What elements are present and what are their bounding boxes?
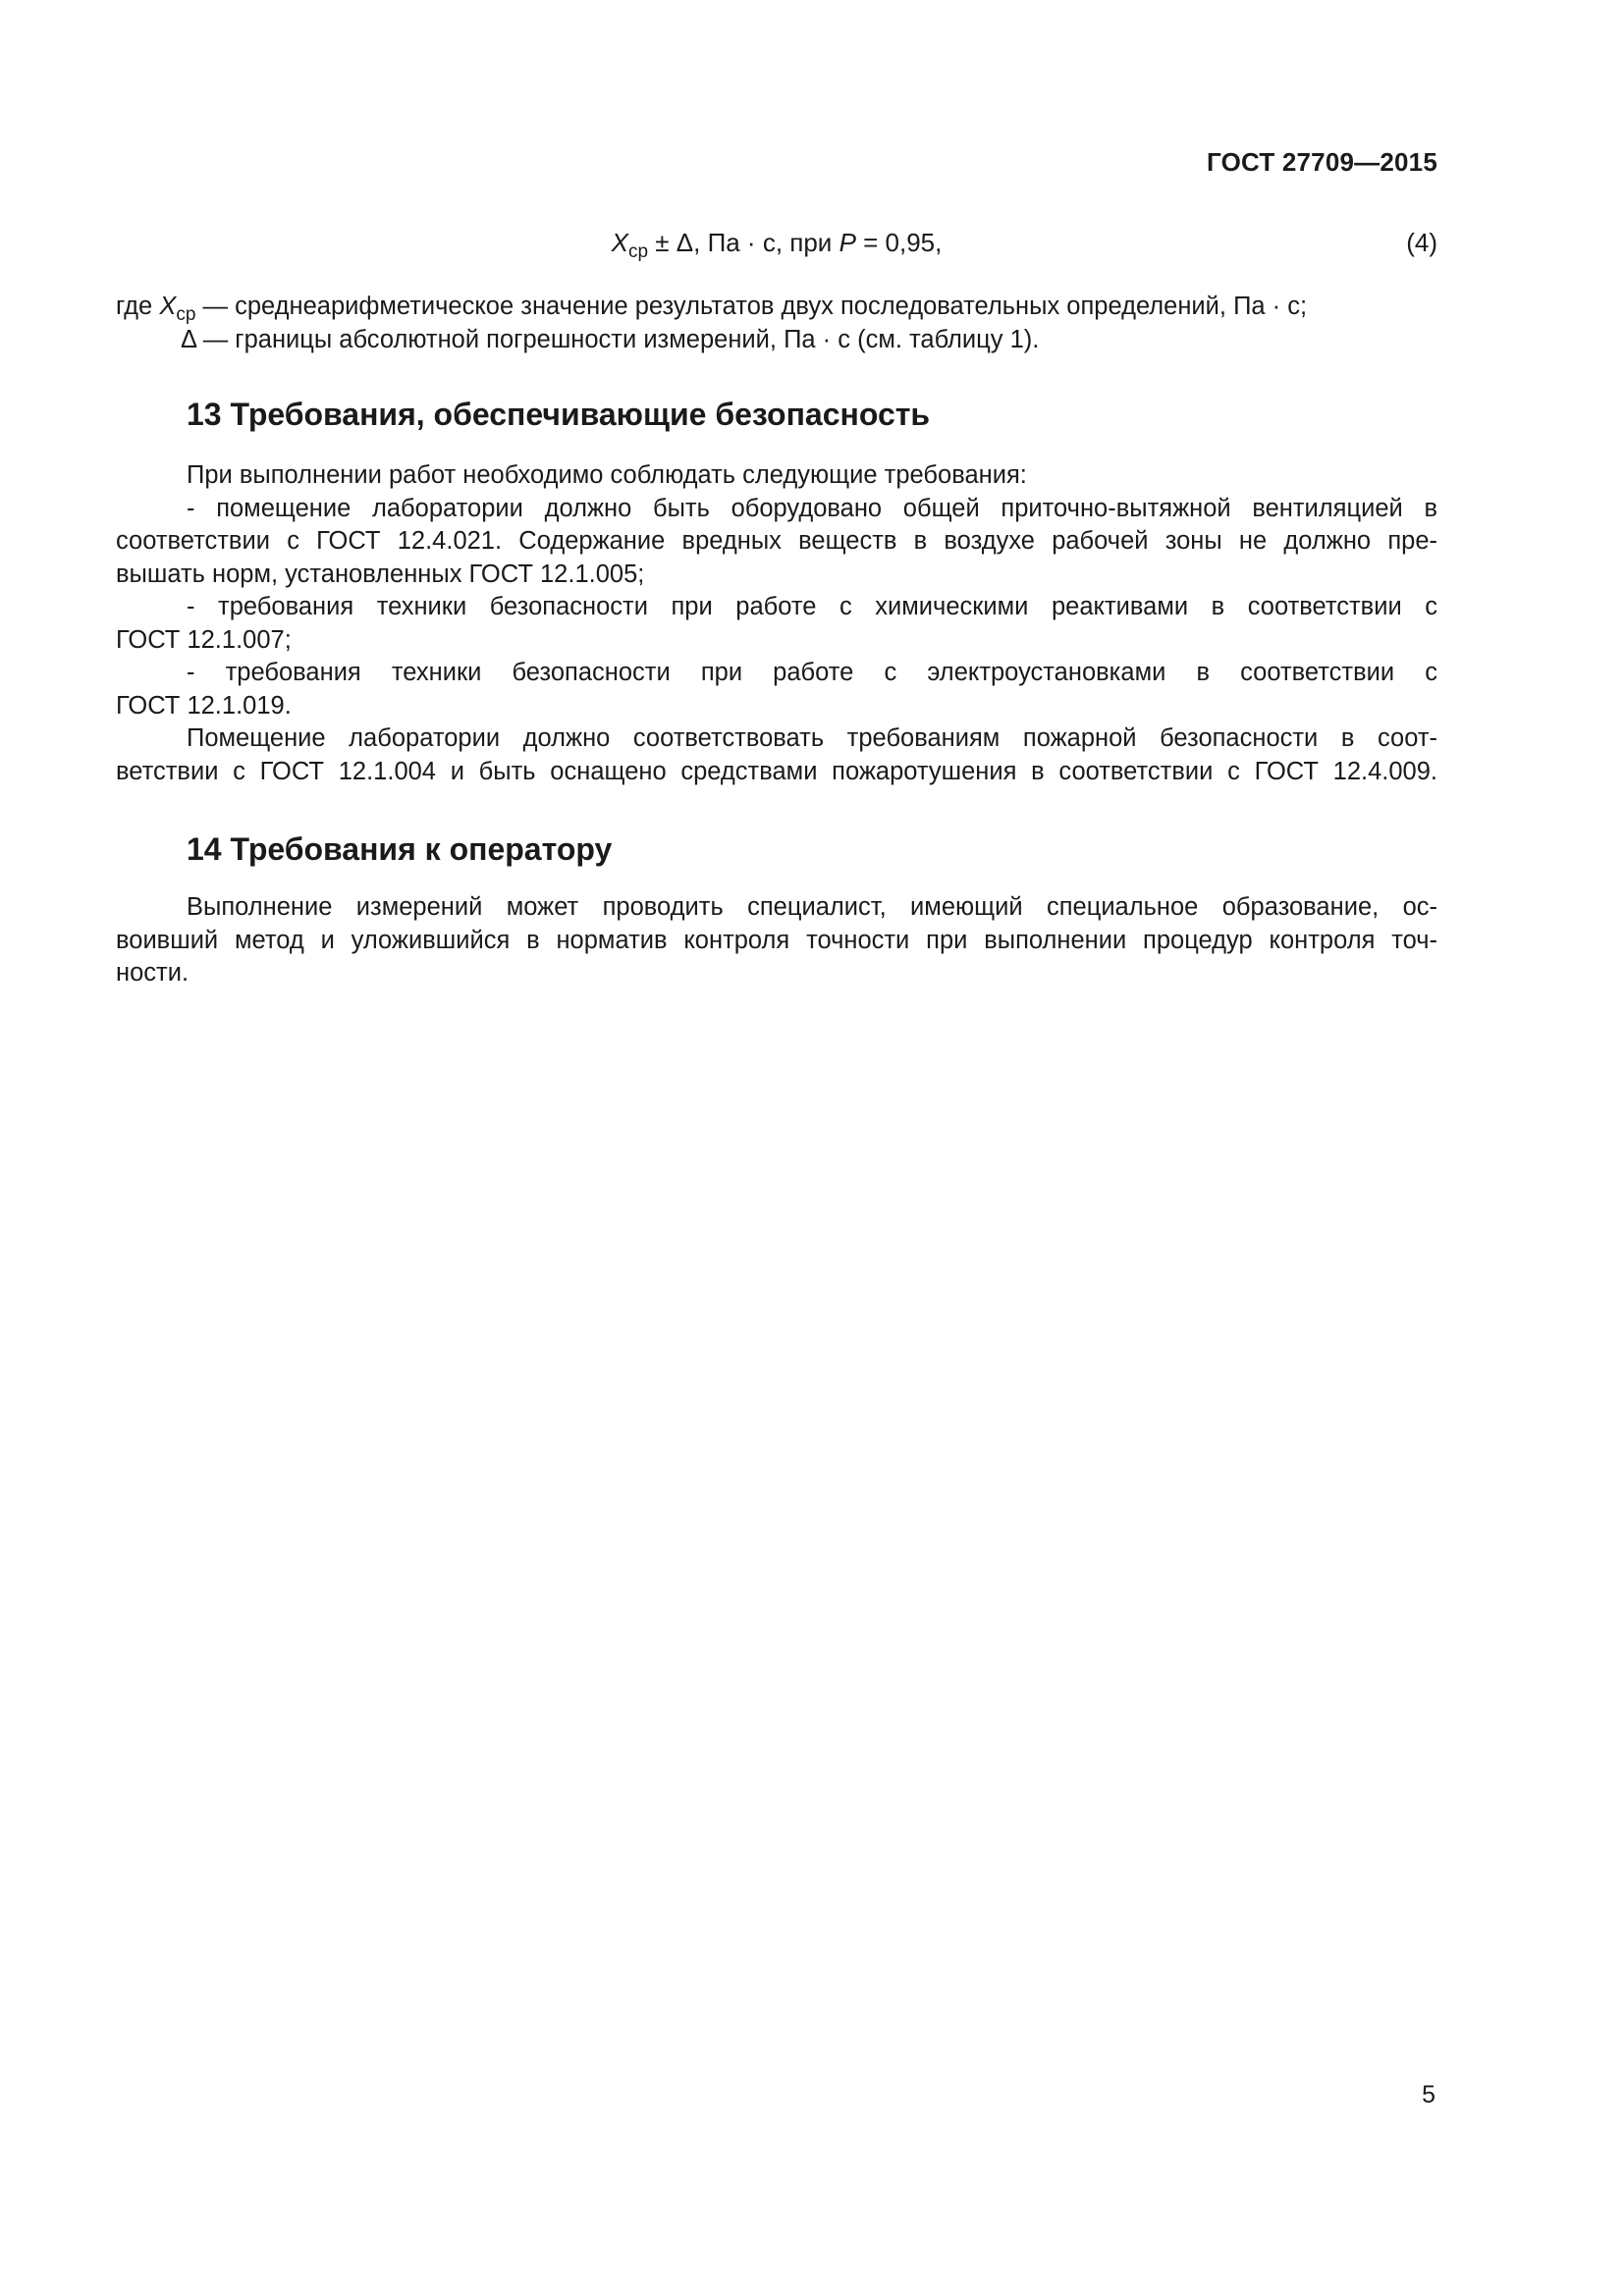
section-13-body	[116, 459, 1437, 788]
section-13-line: ГОСТ 12.1.019.	[116, 691, 292, 720]
formula-expression	[116, 228, 1437, 262]
where-x-variable: X	[159, 293, 177, 320]
section-13-line: вышать норм, установленных ГОСТ 12.1.005;	[116, 560, 645, 588]
where-x-subscript: ср	[176, 304, 196, 325]
section-13-line: - требования техники безопасности при работе с электроустановками в соответствии с	[187, 659, 1437, 686]
section-13-line: - требования техники безопасности при работе с химическими реактивами в соответствии с	[187, 593, 1437, 620]
section-13-line: ветствии с ГОСТ 12.1.004 и быть оснащено средствами пожаротушения в соответствии с ГОСТ 12.4.009.	[116, 757, 1437, 785]
section-14-line: ности.	[116, 959, 189, 987]
formula-variable-subscript: ср	[627, 241, 649, 262]
formula-explanation	[116, 291, 1437, 356]
page-number: 5	[1422, 2081, 1435, 2109]
section-13-line: ГОСТ 12.1.007;	[116, 625, 292, 654]
formula-4	[116, 228, 1437, 267]
where-x-description: — среднеарифметическое значение результатов двух последовательных определений, Па · с;	[195, 293, 1308, 320]
formula-variable: X	[611, 228, 628, 257]
section-14-line: Выполнение измерений может проводить специалист, имеющий специальное образование, ос-	[187, 893, 1437, 921]
section-13-line: соответствии с ГОСТ 12.4.021. Содержание вредных веществ в воздухе рабочей зоны не должно пре-	[116, 527, 1437, 555]
section-14-line: воивший метод и уложившийся в норматив контроля точности при выполнении процедур контроля точ-	[116, 926, 1437, 954]
formula-p-value: = 0,95,	[855, 228, 943, 257]
section-13-heading: 13 Требования, обеспечивающие безопасность	[187, 397, 931, 432]
section-13-line: При выполнении работ необходимо соблюдать следующие требования:	[187, 461, 1027, 489]
section-14-heading: 14 Требования к оператору	[187, 831, 613, 867]
formula-number: (4)	[1406, 228, 1437, 257]
standard-header: ГОСТ 27709—2015	[1207, 147, 1437, 177]
section-14-body	[116, 891, 1437, 990]
where-line-x	[116, 291, 1437, 324]
formula-p-variable: P	[839, 228, 856, 257]
section-13-line: Помещение лаборатории должно соответствовать требованиям пожарной безопасности в соот-	[187, 724, 1437, 752]
where-line-delta: Δ — границы абсолютной погрешности измерений, Па · с (см. таблицу 1).	[181, 325, 1040, 353]
where-prefix: где	[116, 293, 160, 320]
section-13-line: - помещение лаборатории должно быть оборудовано общей приточно-вытяжной вентиляцией в	[187, 494, 1437, 522]
formula-expression-text: ± Δ, Па · с, при	[648, 228, 839, 257]
